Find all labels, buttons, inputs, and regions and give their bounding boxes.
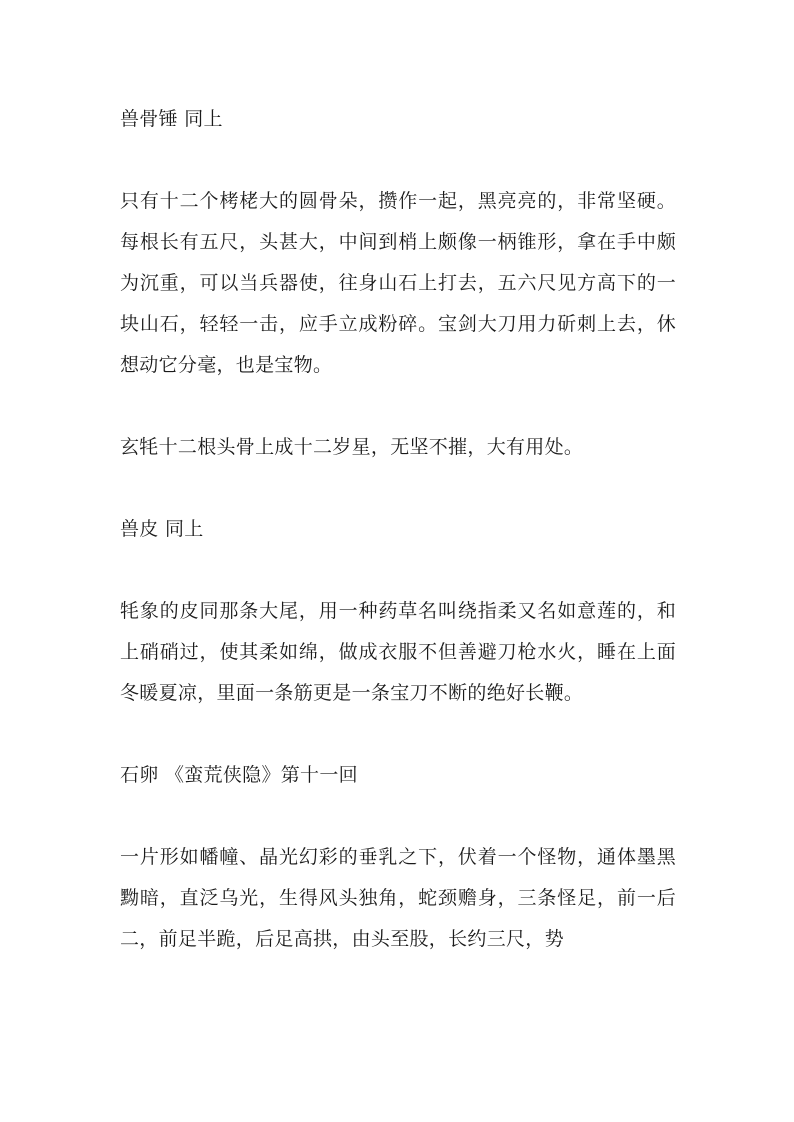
paragraph-beast-bone-hammer-description: 只有十二个栲栳大的圆骨朵，攒作一起，黑亮亮的，非常坚硬。每根长有五尺，头甚大，中间到梢上颇像一柄锥形，拿在手中颇为沉重，可以当兵器使，往身山石上打去，五六尺见方高下的一块山石，轻轻一击，应手立成粉碎。宝剑大刀用力斫刺上去，休想动它分毫，也是宝物。 bbox=[120, 190, 676, 376]
section-heading-beast-hide: 兽皮 同上 bbox=[120, 518, 204, 540]
document-body bbox=[120, 99, 676, 960]
paragraph-stone-egg-description: 一片形如幡幢、晶光幻彩的垂乳之下，伏着一个怪物，通体墨黑黝暗，直泛乌光，生得风头独角，蛇颈赡身，三条怪足，前一后二，前足半跪，后足高拱，由头至股，长约三尺，势 bbox=[120, 846, 676, 950]
paragraph-beast-bone-hammer-note: 玄牦十二根头骨上成十二岁星，无坚不摧，大有用处。 bbox=[120, 436, 584, 458]
paragraph-beast-hide-description: 牦象的皮同那条大尾，用一种药草名叫绕指柔又名如意莲的，和上硝硝过，使其柔如绵，做成衣服不但善避刀枪水火，睡在上面冬暖夏凉，里面一条筋更是一条宝刀不断的绝好长鞭。 bbox=[120, 600, 676, 704]
section-heading-beast-bone-hammer: 兽骨锤 同上 bbox=[120, 108, 223, 130]
section-heading-stone-egg: 石卵 《蛮荒侠隐》第十一回 bbox=[120, 764, 358, 786]
